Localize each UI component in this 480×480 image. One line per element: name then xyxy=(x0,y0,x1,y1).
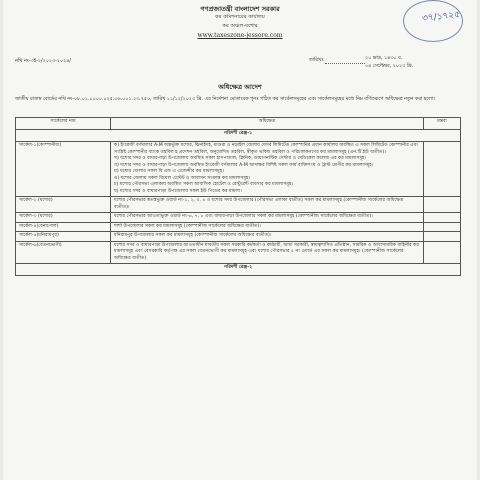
date-english: ০৪ সেপ্টেম্বর, ২০২৩ খ্রি. xyxy=(365,64,414,69)
circle-name: সার্কেল-৬(বেতনভোগী) xyxy=(16,241,111,264)
table-row xyxy=(16,197,461,213)
table-row xyxy=(16,241,461,264)
date-bangla: ২০ ভাদ্র, ১৪৩০ ব. xyxy=(365,56,403,61)
jurisdiction-cell: মনিরামপুর উপজেলার সকল কর মামলাসমূহ (কোম্পানীজ সার্কেলের অধিক্ষেত্র ব্যতীত)। xyxy=(111,232,424,242)
circle-name: সার্কেল-৩ (যশোর) xyxy=(16,213,111,223)
header-circle: সার্কেলের নাম xyxy=(16,118,111,130)
stamp-number: ৩৭/১৭২৫ xyxy=(421,10,461,24)
jurisdiction-line: গ) যশোর সদর ও বাঘারপাড়া উপজেলায় অবস্থিত ইংরেজী বর্ণমালার A-M আদ্যক্ষর বিশিষ্ট সকল ফার্ম ব্যক্তিসংঘ ও ট্রাস্ট শ্রেণীর কর মামলাসমূহ। xyxy=(114,162,374,168)
jurisdiction-line: ক) ইংরেজী বর্ণমালার A-M অন্তর্ভুক্ত যশোর, ঝিনাইদহ, মাগুরা ও নড়াইল জেলায় যেসব লিমিটেড কোম্পানির প্রধান কার্যালয় অবস্থিত এ সকল লিমিটেড কোম্পানীর এবং সংশ্লিষ্ট কোম্পানীর ব্যাংক তহবিল হ প্রদেশন তহবিল, অনুমোদিত তহবিল, স্বীকৃত ভবিষ্য তহবিল ও পরিচালকগণের কর মামলাসমূহ (এন.টি.ইউ ব্যতীত)। xyxy=(114,143,419,155)
table-row xyxy=(16,213,461,223)
government-title: গণপ্রজাতন্ত্রী বাংলাদেশ সরকার xyxy=(200,5,280,13)
circle-name: সার্কেল-২ (যশোর) xyxy=(16,197,111,213)
header-remarks: মন্তব্য xyxy=(424,118,461,130)
zone-name: কর অঞ্চল-যশোর xyxy=(222,23,258,29)
office-seal-stamp xyxy=(403,0,463,42)
jurisdiction-cell: যশোর পৌরসভার স্বতন্ত্রভুক্ত ওয়ার্ড নং-১, ২, ৩, ৪ ও যশোর সদর উপজেলার (পৌরসভা এলাকা ব্যতীত) সকল কর মামলাসমূহ (কোম্পানীজ সার্কেলের অধিক্ষেত্র ব্যতীত)। xyxy=(111,197,424,213)
date-divider xyxy=(325,63,365,64)
circle-name: সার্কেল-১(কোম্পানীজ) xyxy=(16,142,111,197)
jurisdiction-cell xyxy=(111,142,424,197)
reference-number: নথি নং-৩ই-২/২০২৩-২০২৪/ xyxy=(15,59,71,64)
jurisdiction-line: ঙ) যশোর জেলায় সকল রিয়েল এস্টেট ও আবাসন সংক্রান্ত কর মামলাসমূহ। xyxy=(114,175,251,181)
intro-paragraph: জাতীয় রাজস্ব বোর্ডের নথি নং-০৮.০১.০০০০.০২৫.০৬.০০১.২৩.৭৫০, তারিখ ১১/১২/২০২৩ খ্রি. এর নির্দেশনা মোতাবেক পুনঃ গঠিত কর সার্কেলসমূহের এবং সার্কেলসমূহের মধ্যে নিম্ন বর্ণিতরূপে অধিক্ষেত্র নতুন করা হলো। xyxy=(15,97,435,102)
jurisdiction-line: ছ) যশোর সদর ও বাঘারপাড়া উপজেলায় সকল ইউ পিডের কর মামলা। xyxy=(114,188,242,194)
remarks-cell xyxy=(424,222,461,232)
table-row xyxy=(16,142,461,197)
date-label: তারিখঃ xyxy=(309,58,324,63)
circle-name: সার্কেল-৫(মনিরামপুর) xyxy=(16,232,111,242)
remarks-cell xyxy=(424,213,461,223)
range-row xyxy=(16,130,461,142)
website-link[interactable]: www.taxeszone-jessore.com xyxy=(197,32,283,39)
remarks-cell xyxy=(424,241,461,264)
jurisdiction-line: চ) যশোর পৌরসভা এলাকায় অবস্থিত সকল আবাসিক হোটেল ও রেস্টুরেন্ট ব্যবসার কর মামলাসমূহ। xyxy=(114,182,294,187)
jurisdiction-table xyxy=(15,117,461,276)
header-jurisdiction: অধিক্ষেত্র xyxy=(111,118,424,130)
range-2-label: পরিদর্শী রেঞ্জ-২ xyxy=(16,264,461,276)
range-1-label: পরিদর্শী রেঞ্জ-১ xyxy=(16,130,461,142)
remarks-cell xyxy=(424,197,461,213)
table-header-row xyxy=(16,118,461,130)
jurisdiction-line: খ) যশোর সদর ও বাঘারপাড়া উপজেলায় অবস্থিত সকল হাসপাতাল, ক্লিনিক, ডায়াগনস্টিক সেন্টার ও মেডিকেল কলেজ এর কর মামলাসমূহ। xyxy=(114,156,367,161)
order-title: অধিক্ষেত্র আদেশ xyxy=(218,83,262,91)
jurisdiction-cell: যশোর সদর ও বাঘারপাড়া উপজেলার আওতাধীন যাবতীয় সকল সরকারি কর্মকর্তা ও কর্মচারী, আধা সরকারী, স্বায়ত্বশাসিত প্রতিষ্ঠান, সামরিক ও আধাসামরিক বাহিনীর কর মামলাসমূহ এবং বেসরকারি কর্তৃপক্ষ এর সকল বেতনভোগী কর মামলাসমূহ এবং যশোর পৌরসভার ৫ নং ওয়ার্ড এর সকল কর মামলাসমূহ। (কোম্পানীজ সার্কেলের অধিক্ষেত্র ব্যতীত) xyxy=(111,241,424,264)
jurisdiction-line: ঘ) যশোর জেলার সকল বি এন্ড এ এজেন্সীর কর মামলাসমূহ। xyxy=(114,169,224,174)
remarks-cell xyxy=(424,142,461,197)
jurisdiction-cell: যশোর পৌরসভার আওতাভুক্ত ওয়ার্ড নং-৬, ৭, ৮ এবং বাঘারপাড়া উপজেলার সকল কর মামলাসমূহ (কোম্পানীজ সার্কেলের অধিক্ষেত্র ব্যতীত)। xyxy=(111,213,424,223)
table-row xyxy=(16,222,461,232)
office-name: কর কমিশনারের কার্যালয় xyxy=(215,14,265,20)
jurisdiction-cell: শার্শা উপজেলার সকল কর মামলাসমূহ (কোম্পানীজ সার্কেলের অধিক্ষেত্র ব্যতীত)। xyxy=(111,222,424,232)
remarks-cell xyxy=(424,232,461,242)
circle-name: সার্কেল-৪(বেনাপোল) xyxy=(16,222,111,232)
document-page xyxy=(3,0,477,480)
range-row xyxy=(16,264,461,276)
table-row xyxy=(16,232,461,242)
